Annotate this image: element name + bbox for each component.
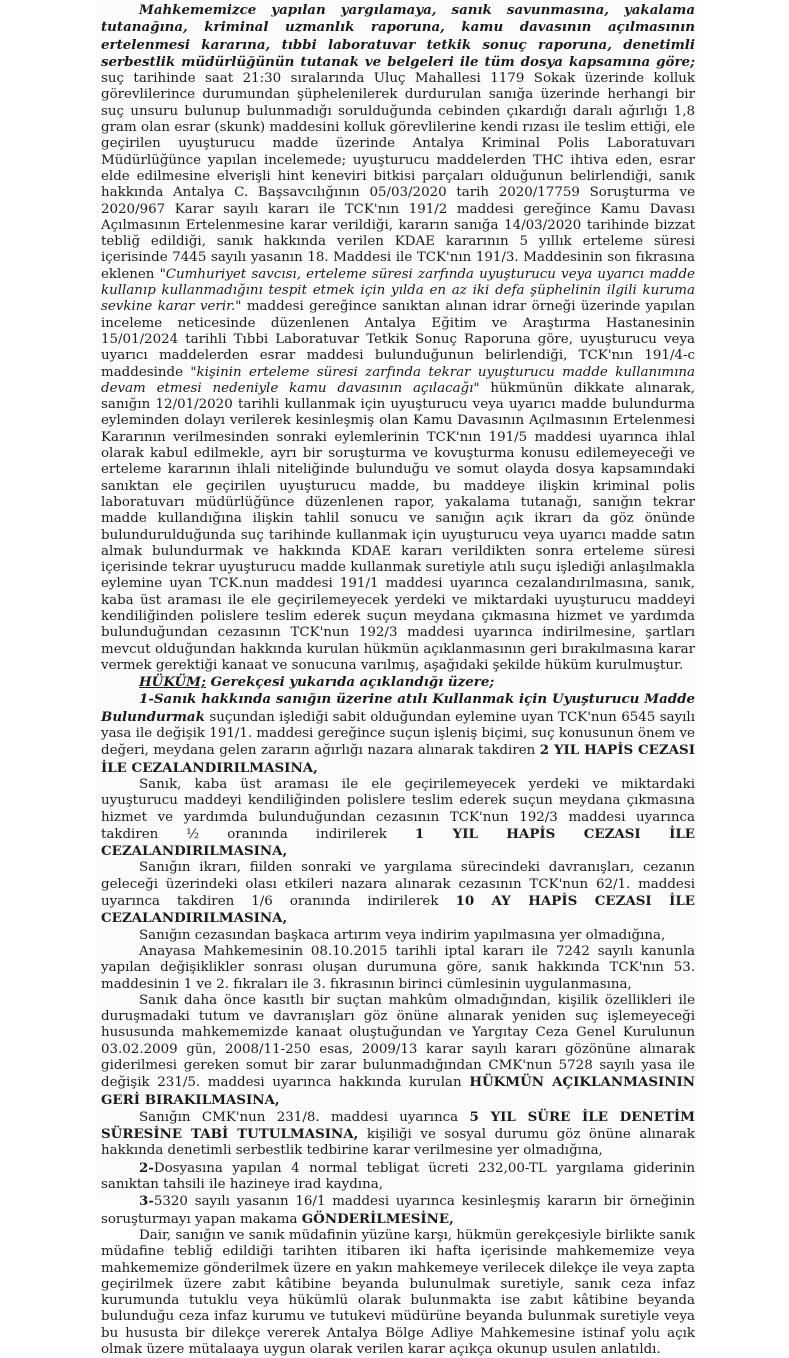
sentence-2-years: 2 YIL HAPİS CEZASI İLE CEZALANDIRILMASINA, [101,742,695,776]
sentence-10-months: 10 AY HAPİS CEZASI İLE CEZALANDIRILMASINA, [101,893,695,927]
court-decision-text [101,2,695,1358]
law-quote-2: kişinin erteleme süresi zarfında tekrar uyuşturucu madde kullanımına devam etmesi nedeniyle kamu davasının açılacağı [101,364,695,396]
evidence-summary: Mahkememizce yapılan yargılamaya, sanık savunmasına, yakalama tutanağına, kriminal uzmanlık raporuna, kamu davasının açılmasının ertelenmesi kararına, tıbbi laboratuvar tetkik sonuç raporuna, denetimli serbestlik müdürlüğünün tutanak ve belgeleri ile tüm dosya kapsamına göre; [101,2,695,70]
tck-53-paragraph: Anayasa Mahkemesinin 08.10.2015 tarihli iptal kararı ile 7242 sayılı kanunla yapılan değişiklikler sonrası oluşan durumuna göre, sanık hakkında TCK'nın 53. maddesinin 1 ve 2. fıkraları ile 3. fıkrasının birinci cümlesinin uygulanmasına, [101,943,695,992]
verdict-label: HÜKÜM; [139,674,206,691]
deferment-paragraph: Sanık daha önce kasıtlı bir suçtan mahkûm olmadığından, kişilik özellikleri ile duruşmadaki tutum ve davranışları göz önüne alınarak yeniden suç işlemeyeceği hususunda mahkememizde kanaat oluştuğundan ve Yargıtay Ceza Genel Kurulunun 03.02.2009 gün, 2008/11-250 esas, 2009/13 karar sayılı kararı gözönüne alınarak giderilmesi gereken somut bir zarar bulunmadığından CMK'nun 5728 sayılı yasa ile değişik 231/5. maddesi uyarınca hakkında kurulan HÜKMÜN AÇIKLANMASININ GERİ BIRAKILMASINA, [101,992,695,1108]
probation-period: 5 YIL SÜRE İLE DENETİM SÜRESİNE TABİ TUTULMASINA, [101,1108,695,1143]
no-further-change-paragraph: Sanığın cezasından başkaca artırım veya indirim yapılmasına yer olmadığına, [139,927,666,943]
discretionary-reduction-paragraph: Sanığın ikrarı, fiilden sonraki ve yargılama sürecindeki davranışları, cezanın geleceği üzerindeki olası etkileri nazara alınarak cezasının TCK'nun 62/1. maddesi uyarınca takdiren 1/6 oranında indirilerek 10 AY HAPİS CEZASI İLE CEZALANDIRILMASINA, [101,860,695,927]
right-margin [697,0,789,1200]
verdict-item-2: 2-Dosyasına yapılan 4 normal tebligat ücreti 232,00-TL yargılama giderinin sanıktan tahsili ile hazineye irad kaydına, [101,1159,695,1193]
sentence-1-year: 1 YIL HAPİS CEZASI İLE CEZALANDIRILMASINA, [101,825,695,860]
verdict-item-1: 1-Sanık hakkında sanığın üzerine atılı Kullanmak için Uyuşturucu Madde Bulundurmak suçundan işlediği sabit olduğundan eylemine uyan TCK'nun 6545 sayılı yasa ile değişik 191/1. maddesi gereğince suçun işleniş biçimi, suç konusunun önem ve değeri, meydana gelen zararın ağırlığı nazara alınarak takdiren 2 YIL HAPİS CEZASI İLE CEZALANDIRILMASINA, [101,691,695,776]
reasoning-paragraph: Mahkememizce yapılan yargılamaya, sanık savunmasına, yakalama tutanağına, kriminal uzmanlık raporuna, kamu davasının açılmasının ertelenmesi kararına, tıbbi laboratuvar tetkik sonuç raporuna, denetimli serbestlik müdürlüğünün tutanak ve belgeleri ile tüm dosya kapsamına göre; suç tarihinde saat 21:30 sıralarında Uluç Mahallesi 1179 Sokak üzerinde kolluk görevlilerince durumundan şüphelenilerek durdurulan sanığa üzerinde herhangi bir suç unsuru bulunup bulunmadığı sorulduğunda cebinden çıkardığı daralı ağırlığı 1,8 gram olan esrar (skunk) maddesini kolluk görevlilerine kendi rızası ile teslim ettiği, ele geçirilen uyuşturucu madde üzerinde Antalya Kriminal Polis Laboratuvarı Müdürlüğünce yapılan incelemede; uyuşturucu maddelerden THC ihtiva eden, esrar elde edilmesine elverişli hint keneviri bitkisi parçaları olduğunun belirlendiği, sanık hakkında Antalya C. Başsavcılığının 05/03/2020 tarih 2020/17759 Soruşturma ve 2020/967 Karar sayılı kararı ile TCK'nın 191/2 maddesi gereğince Kamu Davası Açılmasının Ertelenmesine karar verildiği, kararın sanığa 14/03/2020 tarihinde bizzat tebliğ edildiği, sanık hakkında verilen KDAE kararının 5 yıllık erteleme süresi içerisinde 7445 sayılı yasanın 18. Maddesi ile TCK'nın 191/3. Maddesinin son fıkrasına eklenen "Cumhuriyet savcısı, erteleme süresi zarfında uyuşturucu veya uyarıcı madde kullanıp kullanmadığını tespit etmek için yılda en az iki defa şüphelinin ilgili kuruma sevkine karar verir." maddesi gereğince sanıktan alınan idrar örneği üzerinde yapılan inceleme neticesinde düzenlenen Antalya Eğitim ve Araştırma Hastanesinin 15/01/2024 tarihli Tıbbi Laboratuvar Tetkik Sonuç Raporuna göre, uyuşturucu veya uyarıcı maddelerden esrar maddesi bulunduğunun belirlendiği, TCK'nın 191/4-c maddesinde "kişinin erteleme süresi zarfında tekrar uyuşturucu madde kullanımına devam etmesi nedeniyle kamu davasının açılacağı" hükmünün dikkate alınarak, sanığın 12/01/2020 tarihli kullanmak için uyuşturucu veya uyarıcı madde bulundurma eyleminden dolayı verilerek kesinleşmiş olan Kamu Davasının Açılmasının Ertelenmesi Kararının verilmesinden sonraki eylemlerinin TCK'nın 191/5 maddesi uyarınca ihlal olarak kabul edilmekle, ayrı bir soruşturma ve kovuşturma konusu edilemeyeceği ve erteleme kararının ihlali niteliğinde bulunduğu ve somut olayda dosya kapsamındaki sanıktan ele geçirilen uyuşturucu madde, bu maddeye ilişkin kriminal polis laboratuvarı müdürlüğünce düzenlenen rapor, yakalama tutanağı, sanığın tekrar madde kullandığına ilişkin tahlil sonucu ve sanığın açık ikrarı da göz önünde bulundurulduğunda suç tarihinde kullanmak için uyuşturucu veya uyarıcı madde satın almak bulundurmak ve hakkında KDAE kararı verildikten sonra erteleme süresi içerisinde tekrar uyuşturucu madde kullanmak suretiyle atılı suçu işlediği anlaşılmakla eylemine uyan TCK.nun maddesi 191/1 maddesi uyarınca cezalandırılmasına, sanık, kaba üst araması ile ele geçirilemeyecek yerdeki ve miktardaki uyuşturucu maddeyi kendiliğinden polislere teslim ederek suçun meydana çıkmasına hizmet ve yardımda bulunduğundan cezasının TCK'nun 192/3 maddesi uyarınca indirilmesine, şartları mevcut olduğundan hakkında kurulan hükmün açıklanmasının geri bırakılmasına karar vermek gerektiği kanaat ve sonucuna varılmış, aşağıdaki şekilde hüküm kurulmuştur. [101,2,695,673]
deferment-decision: HÜKMÜN AÇIKLANMASININ GERİ BIRAKILMASINA, [101,1074,695,1108]
verdict-item-3: 3-5320 sayılı yasanın 16/1 maddesi uyarınca kesinleşmiş kararın bir örneğinin soruşturmayı yapan makama GÖNDERİLMESİNE, [101,1193,695,1227]
appeal-paragraph: Dair, sanığın ve sanık müdafinin yüzüne karşı, hükmün gerekçesiyle birlikte sanık müdafine tebliğ edildiği tarihten itibaren iki hafta içerisinde mahkememize veya mahkememize gönderilmek üzere en yakın mahkemeye verilecek dilekçe ile veya zapta geçirilmek üzere zabıt kâtibine beyanda bulunulmak suretiyle, sanık ceza infaz kurumunda tutuklu veya hükümlü olarak bulunmakta ise zabıt kâtibine beyanda bulunduğu ceza infaz kurumu ve tutukevi müdürüne beyanda bulunmak suretiyle veya bu hususta bir dilekçe vererek Antalya Bölge Adliye Mahkemesine istinaf yolu açık olmak üzere mütalaaya uygun olarak verilen karar açıkça okunup usulen anlatıldı. [101,1227,695,1358]
law-quote-1: "Cumhuriyet savcısı, erteleme süresi zarfında uyuşturucu veya uyarıcı madde kullanıp kullanmadığını tespit etmek için yılda en az iki defa şüphelinin ilgili kuruma sevkine karar verir." [101,266,695,315]
reduction-paragraph: Sanık, kaba üst araması ile ele geçirilemeyecek yerdeki ve miktardaki uyuşturucu maddeyi kendiliğinden polislere teslim ederek suçun meydana çıkmasına hizmet ve yardımda bulunduğundan cezasının TCK'nun 192/3 maddesi uyarınca takdiren ½ oranında indirilerek 1 YIL HAPİS CEZASI İLE CEZALANDIRILMASINA, [101,776,695,860]
verdict-heading: HÜKÜM; Gerekçesi yukarıda açıklandığı üzere; [139,674,495,691]
left-margin [0,0,96,1200]
probation-paragraph: Sanığın CMK'nun 231/8. maddesi uyarınca 5 YIL SÜRE İLE DENETİM SÜRESİNE TABİ TUTULMASINA, kişiliği ve sosyal durumu göz önüne alınarak hakkında denetimli serbestlik tedbirine karar verilmesine yer olmadığına, [101,1108,695,1159]
